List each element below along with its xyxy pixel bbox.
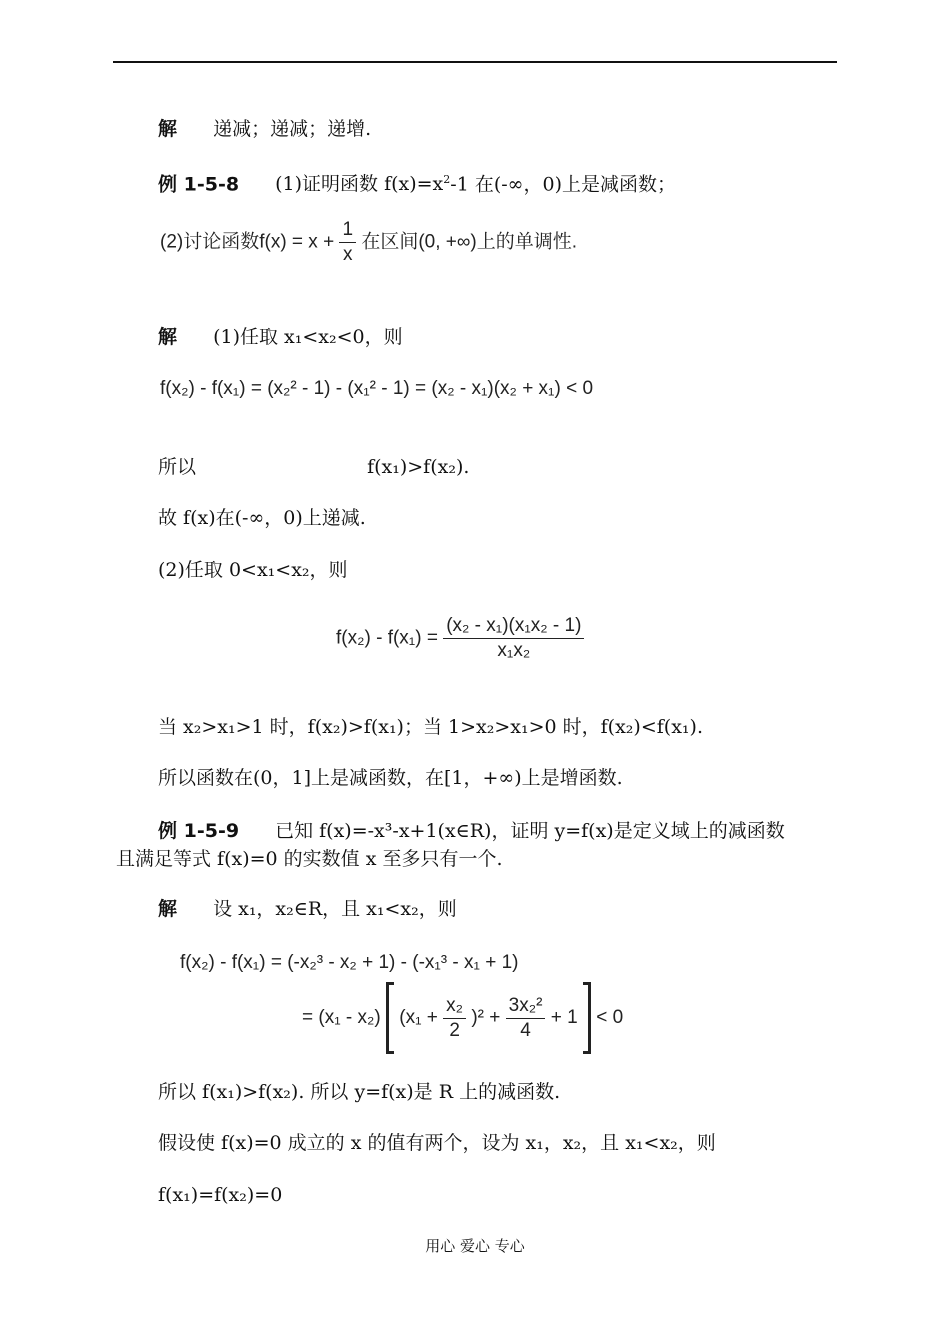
eq2-fraction [443, 614, 584, 663]
conclusion-2: 所以函数在(0，1]上是减函数，在[1，+∞)上是增函数. [158, 767, 623, 789]
example-1-5-9-cont: 且满足等式 f(x)=0 的实数值 x 至多只有一个. [116, 848, 503, 870]
header-rule [113, 61, 837, 63]
equation-3-line2 [302, 982, 623, 1054]
example-label: 例 1-5-8 [158, 173, 240, 196]
eq3-frac1-num: x₂ [443, 994, 466, 1019]
final-equation: f(x₁)=f(x₂)=0 [158, 1184, 283, 1206]
eq3-frac2-den: 4 [520, 1019, 531, 1041]
eq2-numerator: (x₂ - x₁)(x₁x₂ - 1) [443, 614, 584, 639]
eq3-a: (x₁ + [399, 1007, 438, 1029]
frac-num: 1 [339, 218, 356, 243]
eq3-frac1-den: 2 [449, 1019, 460, 1041]
assumption-line: 假设使 f(x)=0 成立的 x 的值有两个，设为 x₁，x₂，且 x₁<x₂，则 [158, 1132, 716, 1154]
example-label: 例 1-5-9 [158, 820, 240, 842]
solution-label: 解 [158, 326, 178, 348]
conclusion-expr: f(x₁)>f(x₂). [367, 456, 470, 478]
solution-2 [158, 324, 403, 350]
equation-2 [336, 614, 584, 663]
fraction-one-over-x [339, 218, 356, 267]
eq2-lhs: f(x₂) - f(x₁) = [336, 627, 438, 649]
frac-den: x [343, 244, 353, 265]
example-part1-sup: 2 [443, 173, 451, 186]
example-text: 已知 f(x)=-x³-x+1(x∈R)，证明 y=f(x)是定义域上的减函数 [275, 820, 785, 842]
solution-text: 递减；递减；递增. [213, 118, 372, 140]
page-footer: 用心 爱心 专心 [425, 1237, 525, 1255]
eq3-frac2 [506, 994, 546, 1043]
example-part2-a: (2)讨论函数f(x) = x + [160, 231, 335, 253]
solution-label: 解 [158, 118, 178, 140]
equation-3-line1: f(x₂) - f(x₁) = (-x₂³ - x₂ + 1) - (-x₁³ - x₁ + 1) [180, 952, 519, 973]
left-bracket [386, 982, 394, 1054]
eq3-frac1 [443, 994, 466, 1043]
eq3-end: < 0 [596, 1007, 624, 1029]
example-part1-a: (1)证明函数 f(x)=x [275, 173, 444, 196]
example-part2 [160, 218, 577, 267]
eq3-equals: = (x₁ - x₂) [302, 1007, 381, 1029]
solution-text: (1)任取 x₁<x₂<0，则 [213, 326, 403, 348]
example-1-5-9 [158, 818, 785, 844]
example-part1-b: -1 在(-∞，0)上是减函数； [450, 173, 676, 196]
eq3-c: + 1 [550, 1007, 578, 1029]
equation-1: f(x₂) - f(x₁) = (x₂² - 1) - (x₁² - 1) = (x₂ - x₁)(x₂ + x₁) < 0 [160, 378, 594, 399]
solution-text: 设 x₁，x₂∈R，且 x₁<x₂，则 [213, 898, 457, 920]
example-part2-b: 在区间(0, +∞)上的单调性. [361, 231, 578, 253]
solution-1 [158, 116, 371, 142]
eq3-b: )² + [471, 1007, 501, 1029]
therefore-line: 故 f(x)在(-∞，0)上递减. [158, 507, 366, 529]
eq3-frac2-num: 3x₂² [506, 994, 546, 1019]
part-2-line: (2)任取 0<x₁<x₂，则 [158, 559, 348, 581]
solution-3 [158, 896, 457, 922]
eq2-denominator: x₁x₂ [497, 640, 531, 661]
case-analysis: 当 x₂>x₁>1 时，f(x₂)>f(x₁)；当 1>x₂>x₁>0 时，f(x₂)<f(x₁). [158, 716, 703, 738]
example-1-5-8 [158, 167, 676, 197]
conclusion-1 [158, 454, 469, 480]
conclusion-3: 所以 f(x₁)>f(x₂). 所以 y=f(x)是 R 上的减函数. [158, 1081, 561, 1103]
solution-label: 解 [158, 898, 178, 920]
right-bracket [583, 982, 591, 1054]
conclusion-word: 所以 [158, 456, 197, 478]
